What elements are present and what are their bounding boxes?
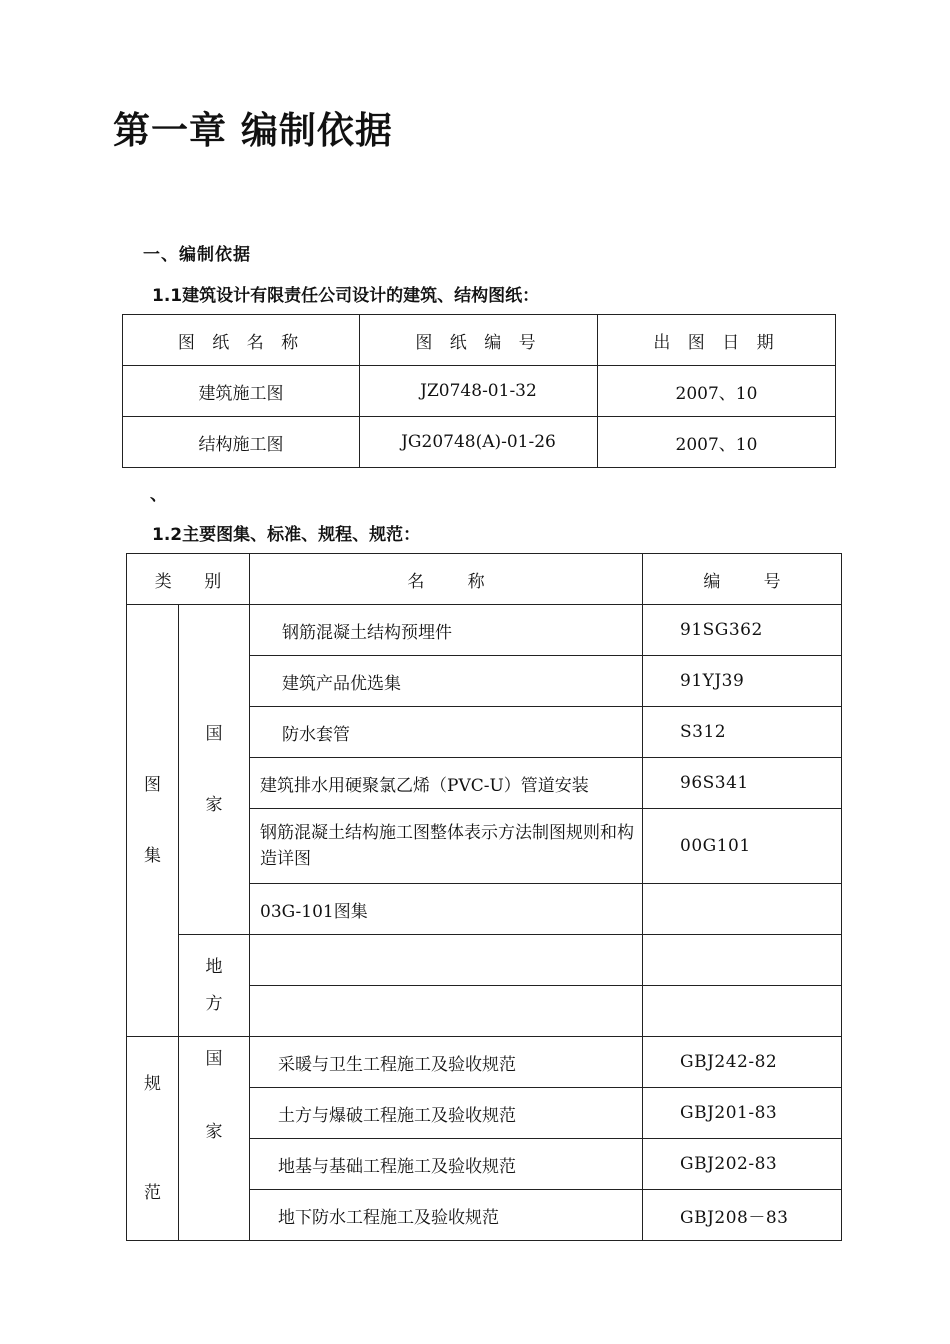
cell-standard-name: 钢筋混凝土结构施工图整体表示方法制图规则和构造详图 bbox=[250, 809, 643, 884]
group-codes-char: 范 bbox=[144, 1182, 161, 1203]
drawings-table bbox=[122, 314, 836, 468]
group-codes-char: 规 bbox=[144, 1073, 161, 1094]
cell-standard-name: 建筑产品优选集 bbox=[250, 656, 643, 707]
group-atlas-char: 集 bbox=[144, 845, 161, 866]
cell-standard-name: 建筑排水用硬聚氯乙烯（PVC-U）管道安装 bbox=[250, 758, 643, 809]
cell-standard-name: 地基与基础工程施工及验收规范 bbox=[250, 1139, 643, 1190]
cell-standard-name: 03G-101图集 bbox=[250, 884, 643, 935]
table-row bbox=[127, 605, 842, 656]
subgroup-local bbox=[179, 935, 250, 1037]
cell-standard-name bbox=[250, 986, 643, 1037]
stray-mark: 、 bbox=[150, 485, 167, 505]
table-header-row bbox=[127, 554, 842, 605]
header-category: 类 别 bbox=[127, 554, 250, 605]
table-row bbox=[127, 935, 842, 986]
cell-drawing-name: 建筑施工图 bbox=[123, 366, 360, 417]
cell-standard-code: 91YJ39 bbox=[643, 656, 842, 707]
cell-issue-date: 2007、10 bbox=[598, 366, 836, 417]
subgroup-local-char: 地 bbox=[205, 956, 223, 977]
cell-standard-code: S312 bbox=[643, 707, 842, 758]
header-drawing-number: 图 纸 编 号 bbox=[360, 315, 598, 366]
subgroup-national bbox=[179, 605, 250, 935]
subgroup-national-char: 家 bbox=[205, 1122, 223, 1142]
cell-issue-date: 2007、10 bbox=[598, 417, 836, 468]
table-row bbox=[123, 366, 836, 417]
cell-standard-code: 96S341 bbox=[643, 758, 842, 809]
group-atlas-char: 图 bbox=[144, 774, 161, 795]
cell-drawing-name: 结构施工图 bbox=[123, 417, 360, 468]
table-row bbox=[127, 1037, 842, 1088]
cell-standard-name: 土方与爆破工程施工及验收规范 bbox=[250, 1088, 643, 1139]
page-title: 第一章 编制依据 bbox=[113, 109, 393, 152]
subgroup-national-char: 家 bbox=[205, 794, 223, 815]
cell-standard-code: GBJ208－83 bbox=[643, 1190, 842, 1241]
table-row bbox=[123, 417, 836, 468]
cell-standard-name: 钢筋混凝土结构预埋件 bbox=[250, 605, 643, 656]
cell-standard-code bbox=[643, 986, 842, 1037]
cell-drawing-number: JG20748(A)-01-26 bbox=[360, 417, 598, 468]
cell-standard-name: 防水套管 bbox=[250, 707, 643, 758]
subgroup-national bbox=[179, 1037, 250, 1241]
subgroup-local-char: 方 bbox=[205, 993, 223, 1014]
subsection-heading-1-1: 1.1建筑设计有限责任公司设计的建筑、结构图纸： bbox=[152, 286, 540, 306]
header-drawing-name: 图 纸 名 称 bbox=[123, 315, 360, 366]
table-header-row bbox=[123, 315, 836, 366]
header-issue-date: 出 图 日 期 bbox=[598, 315, 836, 366]
header-name: 名 称 bbox=[250, 554, 643, 605]
section-heading: 一、编制依据 bbox=[143, 245, 251, 265]
cell-standard-name: 采暖与卫生工程施工及验收规范 bbox=[250, 1037, 643, 1088]
group-atlas bbox=[127, 605, 179, 1037]
cell-standard-name bbox=[250, 935, 643, 986]
cell-standard-code bbox=[643, 935, 842, 986]
cell-standard-code: 91SG362 bbox=[643, 605, 842, 656]
cell-standard-code: 00G101 bbox=[643, 809, 842, 884]
header-code: 编 号 bbox=[643, 554, 842, 605]
cell-standard-name: 地下防水工程施工及验收规范 bbox=[250, 1190, 643, 1241]
cell-drawing-number: JZ0748-01-32 bbox=[360, 366, 598, 417]
cell-standard-code: GBJ201-83 bbox=[643, 1088, 842, 1139]
subgroup-national-char: 国 bbox=[205, 1049, 223, 1069]
subgroup-national-char: 国 bbox=[205, 723, 223, 744]
subsection-heading-1-2: 1.2主要图集、标准、规程、规范： bbox=[152, 525, 421, 545]
cell-standard-code: GBJ242-82 bbox=[643, 1037, 842, 1088]
cell-standard-code: GBJ202-83 bbox=[643, 1139, 842, 1190]
group-codes bbox=[127, 1037, 179, 1241]
cell-standard-code bbox=[643, 884, 842, 935]
standards-table bbox=[126, 553, 842, 1241]
